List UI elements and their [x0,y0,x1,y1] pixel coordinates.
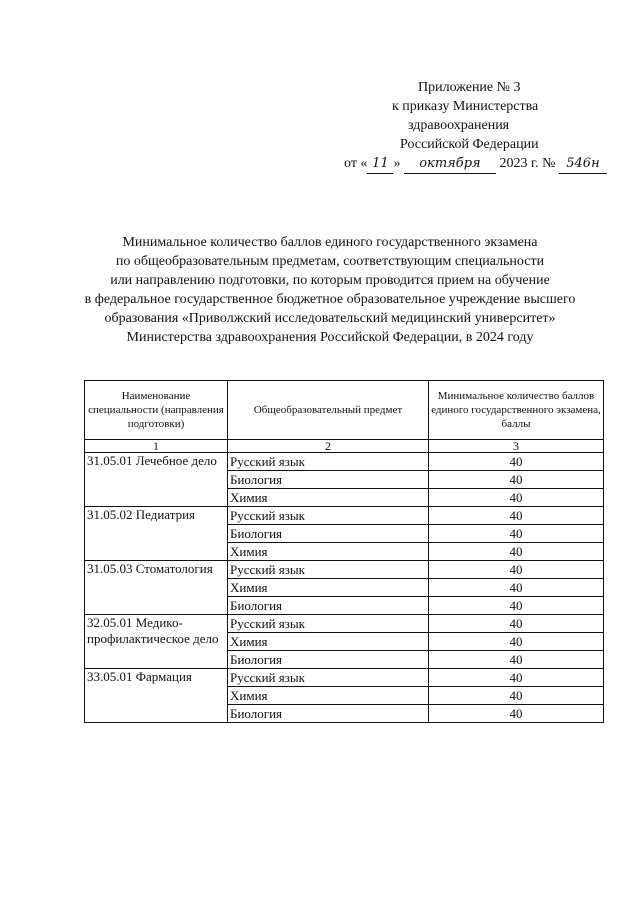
order-number: 546н [559,154,607,174]
subject-cell: Биология [228,471,429,489]
score-cell: 40 [429,471,604,489]
title-line: Министерства здравоохранения Российской Федерации, в 2024 году [126,330,534,345]
subject-cell: Русский язык [228,669,429,687]
order-date-line [330,154,620,174]
table-row [85,561,604,579]
score-cell: 40 [429,543,604,561]
subject-cell: Химия [228,489,429,507]
document-title [60,233,600,347]
score-cell: 40 [429,561,604,579]
column-number: 1 [85,440,228,453]
subject-cell: Русский язык [228,453,429,471]
column-number: 3 [429,440,604,453]
score-cell: 40 [429,579,604,597]
score-cell: 40 [429,615,604,633]
subject-cell: Химия [228,579,429,597]
title-line: в федеральное государственное бюджетное образовательное учреждение высшего [84,292,576,307]
title-line: или направлению подготовки, по которым проводится прием на обучение [110,273,550,288]
subject-cell: Русский язык [228,615,429,633]
federation-line: Российской Федерации [400,137,539,152]
subject-cell: Химия [228,543,429,561]
header-subject: Общеобразовательный предмет [228,381,429,440]
subject-cell: Русский язык [228,507,429,525]
score-cell: 40 [429,453,604,471]
title-line: по общеобразовательным предметам, соответствующим специальности [115,254,545,269]
date-mid: » [393,156,401,171]
order-day: 11 [367,154,393,174]
score-cell: 40 [429,489,604,507]
specialty-cell: 32.05.01 Медико-профилактическое дело [85,615,228,669]
subject-cell: Химия [228,687,429,705]
title-line: образования «Приволжский исследовательский медицинский университет» [104,311,556,326]
specialty-cell: 31.05.01 Лечебное дело [85,453,228,507]
table-header-row [85,381,604,440]
title-line: Минимальное количество баллов единого государственного экзамена [122,235,538,250]
date-prefix: от « [344,156,368,171]
appendix-number: Приложение № 3 [418,80,521,95]
column-number-row [85,440,604,453]
score-cell: 40 [429,525,604,543]
specialty-cell: 31.05.03 Стоматология [85,561,228,615]
score-cell: 40 [429,705,604,723]
score-cell: 40 [429,507,604,525]
order-month: октября [404,154,496,174]
column-number: 2 [228,440,429,453]
order-reference: к приказу Министерства [392,99,539,114]
table-row [85,669,604,687]
subject-cell: Биология [228,651,429,669]
subject-cell: Русский язык [228,561,429,579]
subject-cell: Биология [228,525,429,543]
table-row [85,507,604,525]
order-year: 2023 г. № [499,156,556,171]
subject-cell: Биология [228,597,429,615]
document-header [330,78,620,174]
header-specialty: Наименование специальности (направления подготовки) [85,381,228,440]
table-row [85,453,604,471]
subject-cell: Химия [228,633,429,651]
minimum-scores-table [84,380,604,723]
score-cell: 40 [429,597,604,615]
score-cell: 40 [429,633,604,651]
specialty-cell: 31.05.02 Педиатрия [85,507,228,561]
header-min-score: Минимальное количество баллов единого государственного экзамена, баллы [429,381,604,440]
score-cell: 40 [429,687,604,705]
score-cell: 40 [429,651,604,669]
ministry-line: здравоохранения [408,118,510,133]
subject-cell: Биология [228,705,429,723]
score-cell: 40 [429,669,604,687]
specialty-cell: 33.05.01 Фармация [85,669,228,723]
table-row [85,615,604,633]
